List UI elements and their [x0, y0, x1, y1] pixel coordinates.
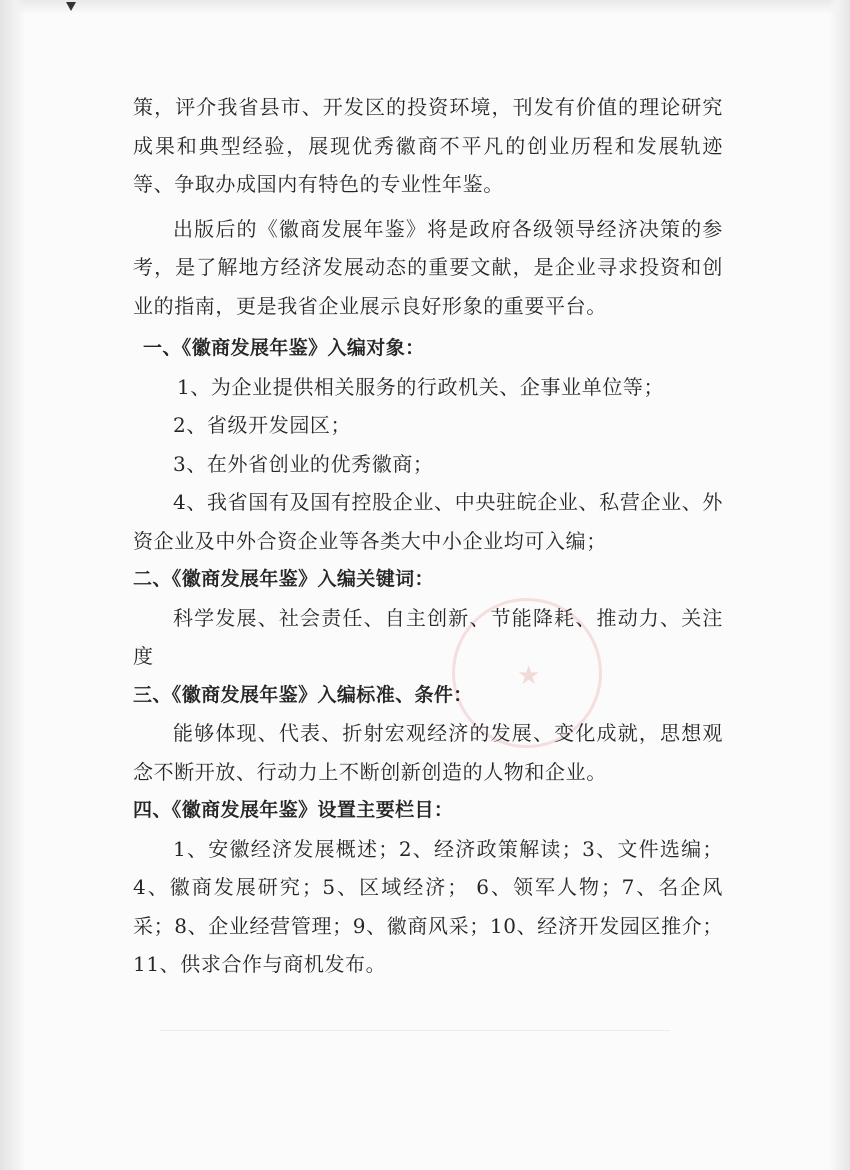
section-heading-2: 二、《徽商发展年鉴》入编关键词： — [133, 568, 434, 590]
section-heading-1: 一、《徽商发展年鉴》入编对象： — [143, 337, 425, 359]
paper-top-edge — [0, 0, 850, 14]
document-body — [133, 88, 723, 984]
section-1-item-2: 2、省级开发园区； — [173, 413, 352, 437]
section-heading-3: 三、《徽商发展年鉴》入编标准、条件： — [133, 683, 473, 706]
section-1-item-3: 3、在外省创业的优秀徽商； — [173, 451, 434, 476]
paper-right-edge — [828, 0, 850, 1170]
intro-paragraph: 出版后的《徽商发展年鉴》将是政府各级领导经济决策的参考，是了解地方经济发展动态的重要文献，是企业寻求投资和创业的指南，更是我省企业展示良好形象的重要平台。 — [133, 216, 723, 318]
corner-mark-icon — [66, 2, 76, 11]
seal-star-icon: ★ — [517, 661, 541, 691]
show-through-line — [160, 1030, 670, 1031]
section-1-item-1: 1、为企业提供相关服务的行政机关、企事业单位等； — [177, 374, 665, 399]
section-1-item-4: 4、我省国有及国有控股企业、中央驻皖企业、私营企业、外资企业及中外合资企业等各类大中小企业均可入编； — [133, 490, 723, 553]
intro-continuation: 策，评介我省县市、开发区的投资环境，刊发有价值的理论研究成果和典型经验，展现优秀徽商不平凡的创业历程和发展轨迹等、争取办成国内有特色的专业性年鉴。 — [133, 95, 723, 196]
paper-left-edge — [0, 0, 26, 1170]
section-heading-4: 四、《徽商发展年鉴》设置主要栏目： — [133, 799, 454, 821]
section-3-body: 能够体现、代表、折射宏观经济的发展、变化成就，思想观念不断开放、行动力上不断创新创造的人物和企业。 — [133, 721, 723, 784]
section-2-body: 科学发展、社会责任、自主创新、节能降耗、推动力、关注度 — [133, 605, 723, 668]
section-4-body: 1、安徽经济发展概述；2、经济政策解读；3、文件选编；4、徽商发展研究；5、区域经济； 6、领军人物；7、名企风采；8、企业经营管理；9、徽商风采；10、经济开发园区推介；11、供求合作与商机发布。 — [133, 836, 723, 976]
